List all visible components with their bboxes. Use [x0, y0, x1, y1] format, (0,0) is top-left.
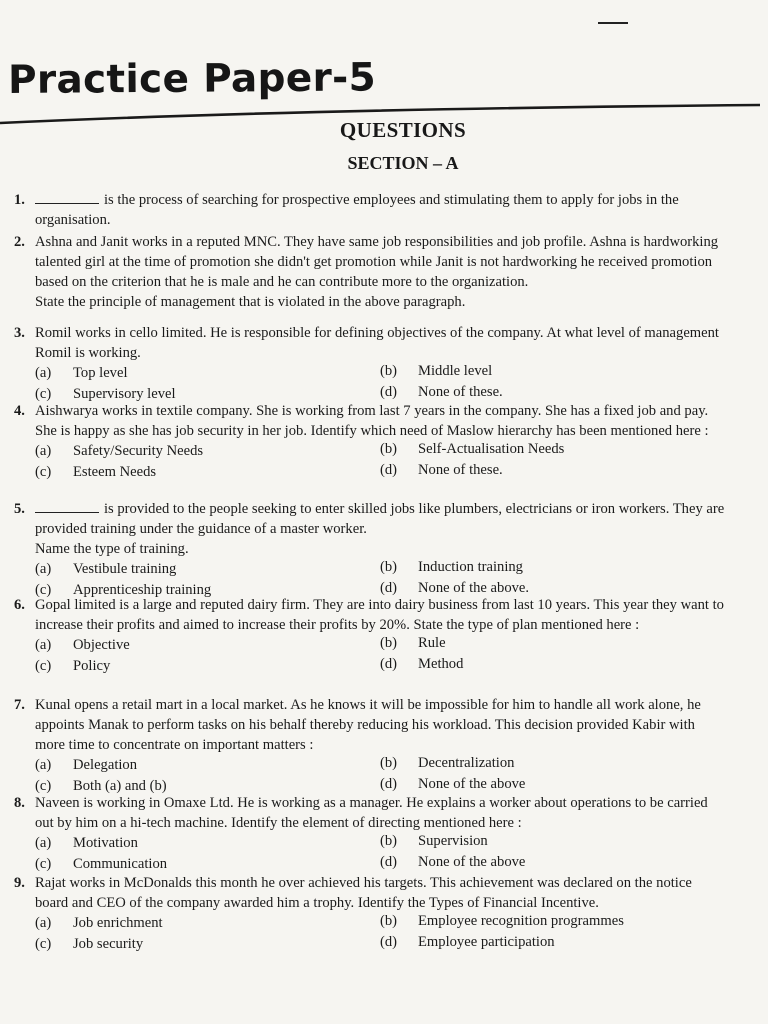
option-b: (b) Self-Actualisation Needs — [380, 441, 565, 457]
question-1 — [14, 190, 726, 230]
option-b: (b) Rule — [380, 635, 446, 651]
question-instruction: Name the type of training. — [35, 541, 189, 557]
question-number: 6. — [14, 597, 25, 613]
option-d: (d) None of the above. — [380, 580, 530, 596]
option-a: (a) Objective — [35, 637, 130, 653]
question-2 — [14, 232, 726, 312]
option-a: (a) Delegation — [35, 757, 138, 773]
option-d: (d) None of the above — [380, 854, 526, 870]
options — [35, 833, 726, 873]
option-c: (c) Communication — [35, 856, 168, 872]
section-heading: SECTION – A — [347, 153, 459, 173]
fill-blank — [35, 191, 99, 204]
question-text: Rajat works in McDonalds this month he over achieved his targets. This achievement was declared on the notice board and CEO of the company awarded him a trophy. Identify the Types of Financial Incentive. — [35, 875, 692, 911]
question-text: Aishwarya works in textile company. She is working from last 7 years in the company. She has a fixed job and pay. She is happy as she has job security in her job. Identify which need of Maslow hierarchy has been mentioned here : — [35, 403, 709, 439]
question-3 — [14, 323, 726, 403]
option-d: (d) None of the above — [380, 776, 526, 792]
question-number: 7. — [14, 697, 25, 713]
question-6 — [14, 595, 726, 675]
question-instruction: State the principle of management that is violated in the above paragraph. — [35, 294, 466, 310]
question-text: Romil works in cello limited. He is responsible for defining objectives of the company. At what level of management Romil is working. — [35, 325, 719, 361]
question-number: 8. — [14, 795, 25, 811]
options — [35, 363, 726, 403]
option-c: (c) Apprenticeship training — [35, 582, 212, 598]
question-9 — [14, 873, 726, 953]
option-d: (d) Method — [380, 656, 464, 672]
corner-dash — [598, 22, 628, 24]
option-d: (d) None of these. — [380, 462, 503, 478]
page-title: Practice Paper-5 — [7, 55, 377, 103]
question-number: 1. — [14, 192, 25, 208]
option-a: (a) Job enrichment — [35, 915, 163, 931]
option-a: (a) Safety/Security Needs — [35, 443, 204, 459]
question-number: 9. — [14, 875, 25, 891]
option-d: (d) Employee participation — [380, 934, 555, 950]
question-4 — [14, 401, 726, 481]
question-7 — [14, 695, 726, 795]
option-b: (b) Supervision — [380, 833, 488, 849]
options — [35, 559, 726, 599]
option-a: (a) Top level — [35, 365, 128, 381]
options — [35, 913, 726, 953]
question-5 — [14, 499, 726, 599]
question-text: is provided to the people seeking to enter skilled jobs like plumbers, electricians or iron workers. They are provided training under the guidance of a master worker. — [35, 501, 725, 537]
option-b: (b) Middle level — [380, 363, 493, 379]
question-8 — [14, 793, 726, 873]
option-b: (b) Employee recognition programmes — [380, 913, 624, 929]
questions-heading: QUESTIONS — [339, 118, 467, 142]
question-text: Ashna and Janit works in a reputed MNC. They have same job responsibilities and job profile. Ashna is hardworking talented girl at the time of promotion she didn't get promotion while Janit is not hardworking he received promotion based on the criterion that he is male and he can contribute more to the organization. — [35, 234, 719, 290]
option-b: (b) Decentralization — [380, 755, 515, 771]
question-text: Kunal opens a retail mart in a local market. As he knows it will be impossible for him to handle all work alone, he appoints Manak to perform tasks on his behalf thereby reducing his workload. This decision provided Kabir with more time to concentrate on important matters : — [35, 697, 701, 753]
option-c: (c) Policy — [35, 658, 111, 674]
option-a: (a) Vestibule training — [35, 561, 177, 577]
option-b: (b) Induction training — [380, 559, 523, 575]
question-number: 3. — [14, 325, 25, 341]
option-c: (c) Supervisory level — [35, 386, 176, 402]
question-number: 5. — [14, 501, 25, 517]
fill-blank — [35, 500, 99, 513]
option-d: (d) None of these. — [380, 384, 503, 400]
option-c: (c) Esteem Needs — [35, 464, 157, 480]
options — [35, 755, 726, 795]
question-number: 2. — [14, 234, 25, 250]
options — [35, 635, 726, 675]
option-c: (c) Both (a) and (b) — [35, 778, 167, 794]
option-a: (a) Motivation — [35, 835, 138, 851]
question-text: is the process of searching for prospective employees and stimulating them to apply for jobs in the organisation. — [35, 192, 679, 228]
options — [35, 441, 726, 481]
question-text: Gopal limited is a large and reputed dairy firm. They are into dairy business from last 10 years. This year they want to increase their profits and aimed to increase their profits by 20%. State the type of plan mentioned here : — [35, 597, 724, 633]
option-c: (c) Job security — [35, 936, 144, 952]
question-number: 4. — [14, 403, 25, 419]
question-text: Naveen is working in Omaxe Ltd. He is working as a manager. He explains a worker about operations to be carried out by him on a hi-tech machine. Identify the element of directing mentioned here : — [35, 795, 708, 831]
